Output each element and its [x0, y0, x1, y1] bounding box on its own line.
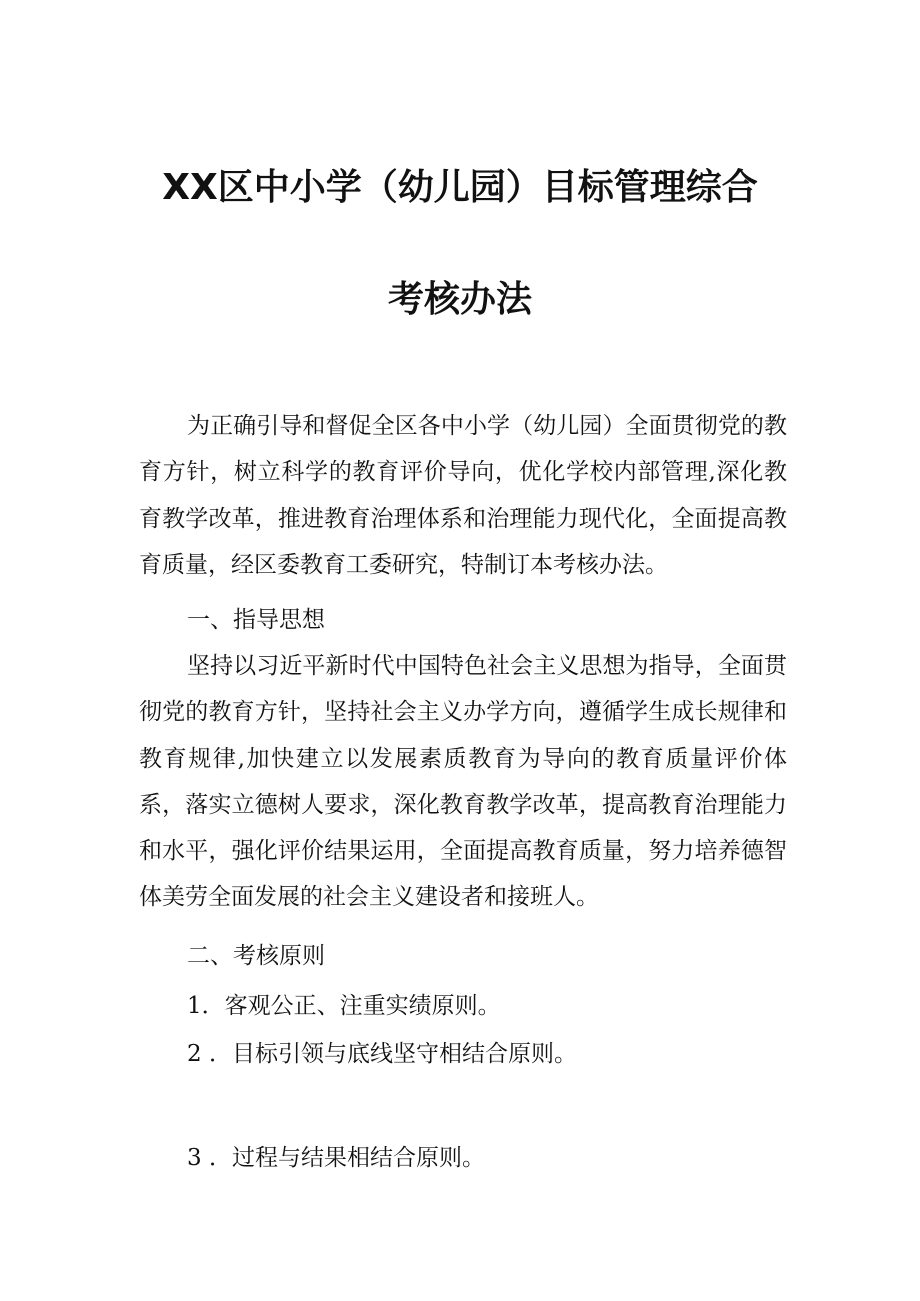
principle-item: [139, 1135, 787, 1181]
section1-body-text: 坚持以习近平新时代中国特色社会主义思想为指导，全面贯彻党的教育方针，坚持社会主义办学方向，遵循学生成长规律和教育规律,加快建立以发展素质教育为导向的教育质量评价体系，落实立德树人要求，深化教育教学改革，提高教育治理能力和水平，强化评价结果运用，全面提高教育质量，努力培养德智体美劳全面发展的社会主义建设者和接班人。: [139, 653, 787, 911]
principle-item: [139, 983, 787, 1029]
intro-paragraph: [139, 403, 787, 588]
principle-item-1: 1．客观公正、注重实绩原则。: [187, 993, 501, 1019]
intro-text: 为正确引导和督促全区各中小学（幼儿园）全面贯彻党的教育方针，树立科学的教育评价导向，优化学校内部管理,深化教育教学改革，推进教育治理体系和治理能力现代化，全面提高教育质量，经区委教育工委研究，特制订本考核办法。: [139, 413, 787, 578]
section2-heading-text: 二、考核原则: [187, 943, 325, 969]
section1-heading-text: 一、指导思想: [187, 607, 325, 633]
principle-item: [139, 1031, 787, 1077]
principle-item-2: 2 ．目标引领与底线坚守相结合原则。: [187, 1041, 577, 1067]
document-title-line-1: XX区中小学（幼儿园）目标管理综合: [162, 167, 758, 208]
section-heading-guiding-thought: [139, 597, 787, 643]
section-heading-principles: [139, 933, 787, 979]
document-title-line-2: 考核办法: [387, 279, 532, 320]
principle-item-3: 3 ．过程与结果相结合原则。: [187, 1145, 485, 1171]
guiding-thought-paragraph: [139, 643, 787, 921]
